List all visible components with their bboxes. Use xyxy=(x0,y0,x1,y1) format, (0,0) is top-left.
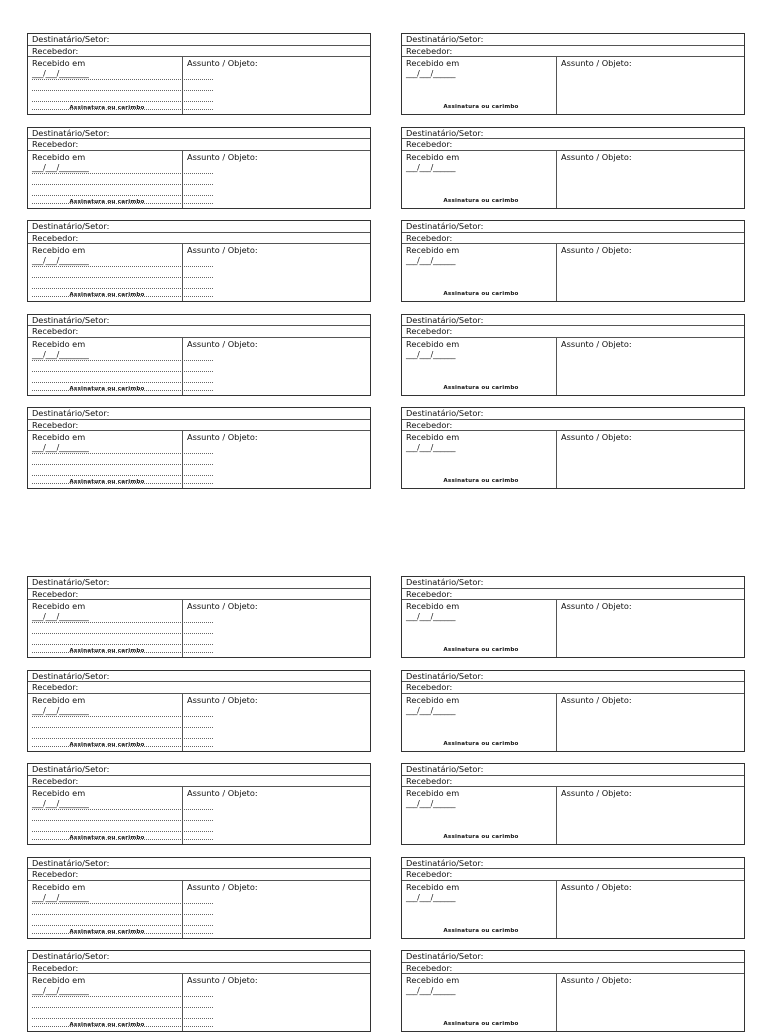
writing-line xyxy=(32,925,213,926)
slip-body xyxy=(402,151,744,208)
receipt-slip-top-right-5 xyxy=(401,407,745,489)
recebido-label: Recebido em xyxy=(406,58,460,68)
receipt-slip-top-right-3 xyxy=(401,220,745,302)
recebedor-label: Recebedor: xyxy=(32,588,79,599)
date-blank: ___/___/______ xyxy=(406,443,456,452)
column-divider xyxy=(556,244,557,301)
assunto-label: Assunto / Objeto: xyxy=(561,58,632,68)
recebedor-row xyxy=(402,589,744,601)
slip-body xyxy=(402,787,744,844)
destinatario-row xyxy=(402,408,744,420)
assinatura-label: Assinatura ou carimbo xyxy=(69,835,145,842)
receipt-slip-bottom-right-2 xyxy=(401,670,745,752)
destinatario-row xyxy=(402,764,744,776)
column-divider xyxy=(556,57,557,114)
date-blank: ___/___/______ xyxy=(406,799,456,808)
receipt-slip-bottom-right-4 xyxy=(401,857,745,939)
writing-line xyxy=(32,996,213,997)
column-divider xyxy=(556,787,557,844)
recebido-label: Recebido em xyxy=(406,881,460,892)
assunto-label: Assunto / Objeto: xyxy=(561,788,632,798)
receipt-slip-top-right-4 xyxy=(401,314,745,396)
receipt-block-bottom xyxy=(27,576,745,1032)
recebedor-label: Recebedor: xyxy=(406,775,453,786)
destinatario-label: Destinatário/Setor: xyxy=(32,221,110,231)
recebedor-row xyxy=(402,869,744,881)
recebedor-row xyxy=(28,869,370,881)
writing-line xyxy=(32,195,213,196)
writing-line xyxy=(32,288,213,289)
writing-line xyxy=(32,716,213,717)
recebedor-label: Recebedor: xyxy=(32,419,79,430)
writing-line xyxy=(32,453,213,454)
recebido-label: Recebido em xyxy=(32,432,86,442)
destinatario-label: Destinatário/Setor: xyxy=(32,764,110,774)
assinatura-label: Assinatura ou carimbo xyxy=(69,928,145,935)
slip-body xyxy=(402,974,744,1031)
slip-body xyxy=(28,600,370,657)
slip-body xyxy=(28,57,370,114)
destinatario-label: Destinatário/Setor: xyxy=(32,34,110,44)
date-blank: ___/___/________ xyxy=(32,69,89,78)
assunto-label: Assunto / Objeto: xyxy=(561,245,632,255)
recebido-label: Recebido em xyxy=(32,788,86,798)
writing-line xyxy=(32,79,213,80)
receipt-slip-bottom-right-5 xyxy=(401,950,745,1032)
destinatario-row xyxy=(28,577,370,589)
destinatario-row xyxy=(402,858,744,870)
slip-body xyxy=(402,881,744,938)
assunto-label: Assunto / Objeto: xyxy=(187,881,258,892)
recebedor-row xyxy=(402,776,744,788)
recebedor-label: Recebedor: xyxy=(32,775,79,786)
assunto-label: Assunto / Objeto: xyxy=(187,58,258,68)
destinatario-label: Destinatário/Setor: xyxy=(32,951,110,961)
destinatario-row xyxy=(402,671,744,683)
destinatario-label: Destinatário/Setor: xyxy=(406,577,484,587)
recebedor-row xyxy=(28,420,370,432)
date-blank: ___/___/______ xyxy=(406,349,456,359)
destinatario-label: Destinatário/Setor: xyxy=(406,857,484,868)
column-divider xyxy=(182,974,183,1031)
destinatario-label: Destinatário/Setor: xyxy=(32,408,110,418)
writing-line xyxy=(32,727,213,728)
receipt-slip-top-left-2 xyxy=(27,127,371,209)
recebedor-label: Recebedor: xyxy=(406,962,453,973)
recebedor-row xyxy=(28,776,370,788)
destinatario-row xyxy=(28,128,370,140)
destinatario-label: Destinatário/Setor: xyxy=(32,314,110,325)
recebedor-row xyxy=(402,326,744,338)
column-divider xyxy=(182,787,183,844)
receipt-slip-bottom-left-2 xyxy=(27,670,371,752)
assunto-label: Assunto / Objeto: xyxy=(561,601,632,611)
date-blank: ___/___/______ xyxy=(406,705,456,715)
assinatura-label: Assinatura ou carimbo xyxy=(443,197,519,204)
recebedor-row xyxy=(402,682,744,694)
date-blank: ___/___/______ xyxy=(406,162,456,172)
date-blank: ___/___/________ xyxy=(32,612,89,621)
recebido-label: Recebido em xyxy=(32,151,86,162)
assunto-label: Assunto / Objeto: xyxy=(187,694,258,705)
assunto-label: Assunto / Objeto: xyxy=(187,975,258,985)
recebido-label: Recebido em xyxy=(32,601,86,611)
writing-line xyxy=(32,738,213,739)
assunto-label: Assunto / Objeto: xyxy=(187,245,258,255)
destinatario-label: Destinatário/Setor: xyxy=(406,221,484,231)
recebedor-label: Recebedor: xyxy=(32,45,79,56)
writing-line xyxy=(32,360,213,361)
writing-line xyxy=(32,173,213,174)
recebido-label: Recebido em xyxy=(406,338,460,349)
destinatario-row xyxy=(402,221,744,233)
date-blank: ___/___/________ xyxy=(32,349,89,359)
recebido-label: Recebido em xyxy=(406,601,460,611)
destinatario-row xyxy=(402,34,744,46)
recebedor-label: Recebedor: xyxy=(406,869,453,879)
column-divider xyxy=(556,974,557,1031)
recebedor-label: Recebedor: xyxy=(406,588,453,599)
recebido-label: Recebido em xyxy=(406,975,460,985)
recebedor-row xyxy=(28,139,370,151)
writing-line xyxy=(32,382,213,383)
receipt-block-top xyxy=(27,33,745,489)
destinatario-row xyxy=(402,315,744,327)
writing-line xyxy=(32,90,213,91)
writing-line xyxy=(32,475,213,476)
recebido-label: Recebido em xyxy=(32,245,86,255)
column-divider xyxy=(182,338,183,395)
slip-body xyxy=(402,338,744,395)
destinatario-label: Destinatário/Setor: xyxy=(406,764,484,774)
recebedor-row xyxy=(28,233,370,245)
destinatario-row xyxy=(28,671,370,683)
column-divider xyxy=(556,694,557,751)
receipt-slip-bottom-left-5 xyxy=(27,950,371,1032)
writing-line xyxy=(32,914,213,915)
destinatario-row xyxy=(28,34,370,46)
assinatura-label: Assinatura ou carimbo xyxy=(443,104,519,111)
date-blank: ___/___/________ xyxy=(32,986,89,995)
destinatario-label: Destinatário/Setor: xyxy=(406,951,484,961)
date-blank: ___/___/______ xyxy=(406,256,456,265)
receipt-slip-bottom-right-3 xyxy=(401,763,745,845)
column-divider xyxy=(556,600,557,657)
destinatario-label: Destinatário/Setor: xyxy=(406,408,484,418)
assunto-label: Assunto / Objeto: xyxy=(187,151,258,162)
recebedor-label: Recebedor: xyxy=(406,682,453,692)
writing-line xyxy=(32,266,213,267)
writing-line xyxy=(32,184,213,185)
slip-body xyxy=(402,600,744,657)
assinatura-label: Assinatura ou carimbo xyxy=(443,291,519,298)
date-blank: ___/___/______ xyxy=(406,892,456,902)
column-divider xyxy=(556,151,557,208)
recebido-label: Recebido em xyxy=(406,694,460,705)
destinatario-label: Destinatário/Setor: xyxy=(406,127,484,138)
assinatura-label: Assinatura ou carimbo xyxy=(443,834,519,841)
date-blank: ___/___/______ xyxy=(406,69,456,78)
recebedor-row xyxy=(28,326,370,338)
slip-body xyxy=(28,881,370,938)
recebedor-label: Recebedor: xyxy=(32,682,79,692)
recebido-label: Recebido em xyxy=(406,151,460,162)
assunto-label: Assunto / Objeto: xyxy=(561,151,632,162)
recebedor-row xyxy=(402,420,744,432)
recebido-label: Recebido em xyxy=(406,432,460,442)
assinatura-label: Assinatura ou carimbo xyxy=(443,927,519,934)
slip-body xyxy=(402,244,744,301)
recebedor-label: Recebedor: xyxy=(406,45,453,56)
receipt-slip-top-right-2 xyxy=(401,127,745,209)
assinatura-label: Assinatura ou carimbo xyxy=(443,740,519,747)
destinatario-label: Destinatário/Setor: xyxy=(32,857,110,868)
destinatario-label: Destinatário/Setor: xyxy=(406,314,484,325)
slip-body xyxy=(28,787,370,844)
assinatura-label: Assinatura ou carimbo xyxy=(69,479,145,486)
slip-body xyxy=(402,431,744,488)
writing-line xyxy=(32,831,213,832)
writing-line xyxy=(32,371,213,372)
assinatura-label: Assinatura ou carimbo xyxy=(69,648,145,655)
slip-body xyxy=(28,694,370,751)
recebedor-label: Recebedor: xyxy=(32,139,79,149)
receipt-slip-bottom-right-1 xyxy=(401,576,745,658)
writing-line xyxy=(32,633,213,634)
recebedor-label: Recebedor: xyxy=(32,962,79,973)
column-divider xyxy=(182,151,183,208)
receipt-slip-top-left-4 xyxy=(27,314,371,396)
destinatario-label: Destinatário/Setor: xyxy=(32,127,110,138)
receipt-slip-top-left-3 xyxy=(27,220,371,302)
recebedor-row xyxy=(28,963,370,975)
slip-body xyxy=(28,974,370,1031)
assinatura-label: Assinatura ou carimbo xyxy=(69,1022,145,1029)
assinatura-label: Assinatura ou carimbo xyxy=(69,105,145,112)
recebido-label: Recebido em xyxy=(32,58,86,68)
assunto-label: Assunto / Objeto: xyxy=(187,788,258,798)
recebedor-row xyxy=(402,963,744,975)
recebido-label: Recebido em xyxy=(32,694,86,705)
assinatura-label: Assinatura ou carimbo xyxy=(69,198,145,205)
column-divider xyxy=(182,431,183,488)
destinatario-row xyxy=(28,764,370,776)
destinatario-label: Destinatário/Setor: xyxy=(406,34,484,44)
assinatura-label: Assinatura ou carimbo xyxy=(443,478,519,485)
column-divider xyxy=(182,694,183,751)
date-blank: ___/___/________ xyxy=(32,162,89,172)
recebedor-row xyxy=(402,46,744,58)
column-divider xyxy=(556,431,557,488)
recebedor-label: Recebedor: xyxy=(32,869,79,879)
assinatura-label: Assinatura ou carimbo xyxy=(69,385,145,392)
recebedor-label: Recebedor: xyxy=(406,326,453,336)
writing-line xyxy=(32,644,213,645)
receipt-slip-bottom-left-3 xyxy=(27,763,371,845)
column-divider xyxy=(182,57,183,114)
recebedor-label: Recebedor: xyxy=(406,419,453,430)
assunto-label: Assunto / Objeto: xyxy=(561,694,632,705)
writing-line xyxy=(32,820,213,821)
destinatario-row xyxy=(402,577,744,589)
receipt-slip-bottom-left-4 xyxy=(27,857,371,939)
assinatura-label: Assinatura ou carimbo xyxy=(443,384,519,391)
date-blank: ___/___/________ xyxy=(32,799,89,808)
assinatura-label: Assinatura ou carimbo xyxy=(69,741,145,748)
date-blank: ___/___/________ xyxy=(32,892,89,902)
receipt-slip-top-left-1 xyxy=(27,33,371,115)
assinatura-label: Assinatura ou carimbo xyxy=(443,1021,519,1028)
destinatario-row xyxy=(28,858,370,870)
receipt-slip-top-right-1 xyxy=(401,33,745,115)
date-blank: ___/___/______ xyxy=(406,986,456,995)
recebido-label: Recebido em xyxy=(32,338,86,349)
recebido-label: Recebido em xyxy=(406,245,460,255)
column-divider xyxy=(556,881,557,938)
assinatura-label: Assinatura ou carimbo xyxy=(69,292,145,299)
column-divider xyxy=(182,881,183,938)
assunto-label: Assunto / Objeto: xyxy=(187,338,258,349)
destinatario-row xyxy=(402,128,744,140)
assunto-label: Assunto / Objeto: xyxy=(187,432,258,442)
writing-line xyxy=(32,101,213,102)
assunto-label: Assunto / Objeto: xyxy=(561,338,632,349)
column-divider xyxy=(182,600,183,657)
writing-line xyxy=(32,464,213,465)
recebedor-row xyxy=(28,682,370,694)
date-blank: ___/___/________ xyxy=(32,256,89,265)
writing-line xyxy=(32,809,213,810)
assunto-label: Assunto / Objeto: xyxy=(187,601,258,611)
destinatario-row xyxy=(28,221,370,233)
recebido-label: Recebido em xyxy=(32,881,86,892)
writing-line xyxy=(32,277,213,278)
destinatario-row xyxy=(28,315,370,327)
assunto-label: Assunto / Objeto: xyxy=(561,881,632,892)
recebido-label: Recebido em xyxy=(406,788,460,798)
date-blank: ___/___/______ xyxy=(406,612,456,621)
receipt-slip-bottom-left-1 xyxy=(27,576,371,658)
recebedor-row xyxy=(28,46,370,58)
column-divider xyxy=(556,338,557,395)
recebedor-label: Recebedor: xyxy=(406,139,453,149)
recebedor-row xyxy=(28,589,370,601)
assinatura-label: Assinatura ou carimbo xyxy=(443,647,519,654)
assunto-label: Assunto / Objeto: xyxy=(561,432,632,442)
writing-line xyxy=(32,622,213,623)
slip-body xyxy=(28,431,370,488)
recebedor-row xyxy=(402,233,744,245)
destinatario-row xyxy=(28,408,370,420)
destinatario-row xyxy=(402,951,744,963)
recebedor-label: Recebedor: xyxy=(406,232,453,243)
recebedor-row xyxy=(402,139,744,151)
date-blank: ___/___/________ xyxy=(32,705,89,715)
slip-body xyxy=(28,151,370,208)
recebedor-label: Recebedor: xyxy=(32,326,79,336)
recebedor-label: Recebedor: xyxy=(32,232,79,243)
destinatario-label: Destinatário/Setor: xyxy=(406,670,484,681)
writing-line xyxy=(32,903,213,904)
writing-line xyxy=(32,1018,213,1019)
slip-body xyxy=(402,57,744,114)
destinatario-label: Destinatário/Setor: xyxy=(32,670,110,681)
slip-body xyxy=(402,694,744,751)
receipt-slip-top-left-5 xyxy=(27,407,371,489)
recebido-label: Recebido em xyxy=(32,975,86,985)
slip-body xyxy=(28,244,370,301)
destinatario-row xyxy=(28,951,370,963)
column-divider xyxy=(182,244,183,301)
destinatario-label: Destinatário/Setor: xyxy=(32,577,110,587)
slip-body xyxy=(28,338,370,395)
writing-line xyxy=(32,1007,213,1008)
date-blank: ___/___/________ xyxy=(32,443,89,452)
assunto-label: Assunto / Objeto: xyxy=(561,975,632,985)
